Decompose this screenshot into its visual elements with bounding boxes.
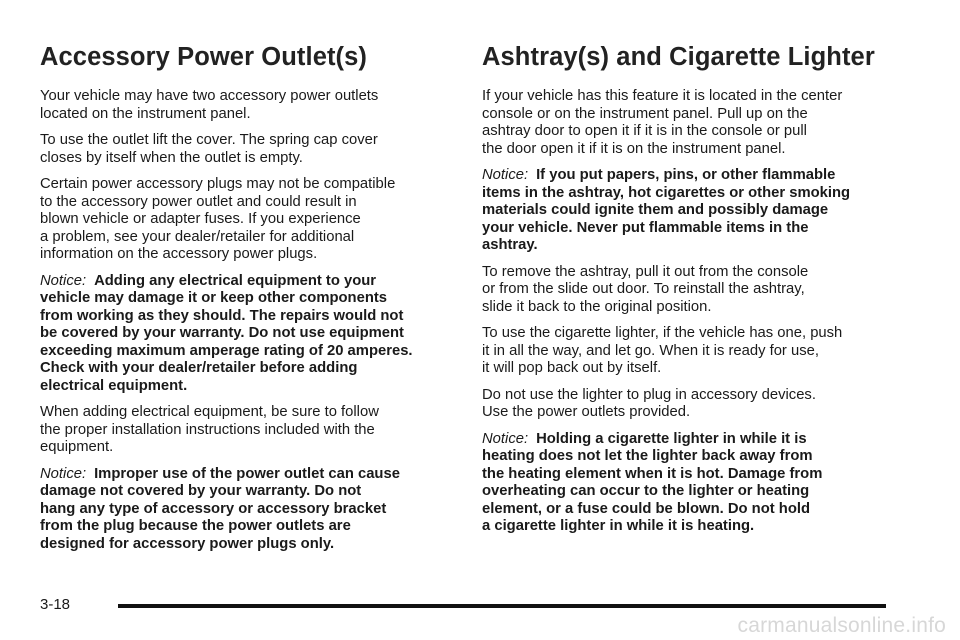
notice-label: Notice: [482, 430, 529, 447]
page-number: 3-18 [40, 596, 71, 613]
watermark: carmanualsonline.info [737, 614, 946, 637]
notice-paragraph [482, 167, 887, 255]
notice-label: Notice: [482, 167, 529, 183]
section-heading-ashtray: Ashtray(s) and Cigarette Lighter [482, 43, 875, 71]
notice-text: If you put papers, pins, or other flammable items in the ashtray, hot cigarettes or other smoking materials could ignite them and possibly damage your vehicle. Never put flammable items in the ashtray. [482, 167, 851, 253]
notice-text: Improper use of the power outlet can cause damage not covered by your warranty. Do not hang any type of accessory or accessory bracket from the plug because the power outlets are designed for accessory power plugs only. [40, 465, 400, 552]
paragraph: To use the cigarette lighter, if the vehicle has one, push it in all the way, and let go. When it is ready for use, it will pop back out by itself. [482, 325, 843, 376]
notice-paragraph [482, 431, 887, 536]
section-heading-power-outlets: Accessory Power Outlet(s) [40, 43, 368, 71]
notice-label: Notice: [40, 465, 87, 482]
notice-label: Notice: [40, 272, 87, 289]
paragraph: To remove the ashtray, pull it out from the console or from the slide out door. To reinstall the ashtray, slide it back to the original position. [482, 263, 809, 315]
notice-text: Adding any electrical equipment to your vehicle may damage it or keep other components from working as they should. The repairs would not be covered by your warranty. Do not use equipment exceeding maximum amperage rating of 20 amperes. Check with your dealer/retailer before adding electrical equipment. [40, 272, 413, 394]
right-column [482, 40, 887, 545]
paragraph: Your vehicle may have two accessory power outlets located on the instrument panel. [40, 88, 379, 122]
paragraph: Do not use the lighter to plug in accessory devices. Use the power outlets provided. [482, 386, 816, 420]
notice-paragraph [40, 273, 445, 396]
paragraph: Certain power accessory plugs may not be compatible to the accessory power outlet and could result in blown vehicle or adapter fuses. If you experience a problem, see your dealer/retailer for additional information on the accessory power plugs. [40, 176, 396, 262]
footer-rule [118, 604, 886, 608]
notice-paragraph [40, 466, 445, 554]
paragraph: If your vehicle has this feature it is located in the center console or on the instrument panel. Pull up on the ashtray door to open it if it is in the console or pull the door open it if it is on the instrument panel. [482, 88, 843, 157]
paragraph: When adding electrical equipment, be sure to follow the proper installation instructions included with the equipment. [40, 404, 379, 455]
left-column [40, 40, 445, 562]
paragraph: To use the outlet lift the cover. The spring cap cover closes by itself when the outlet is empty. [40, 132, 378, 166]
notice-text: Holding a cigarette lighter in while it is heating does not let the lighter back away from the heating element when it is hot. Damage from overheating can occur to the lighter or heating element, or a fuse could be blown. Do not hold a cigarette lighter in while it is heating. [482, 430, 823, 534]
